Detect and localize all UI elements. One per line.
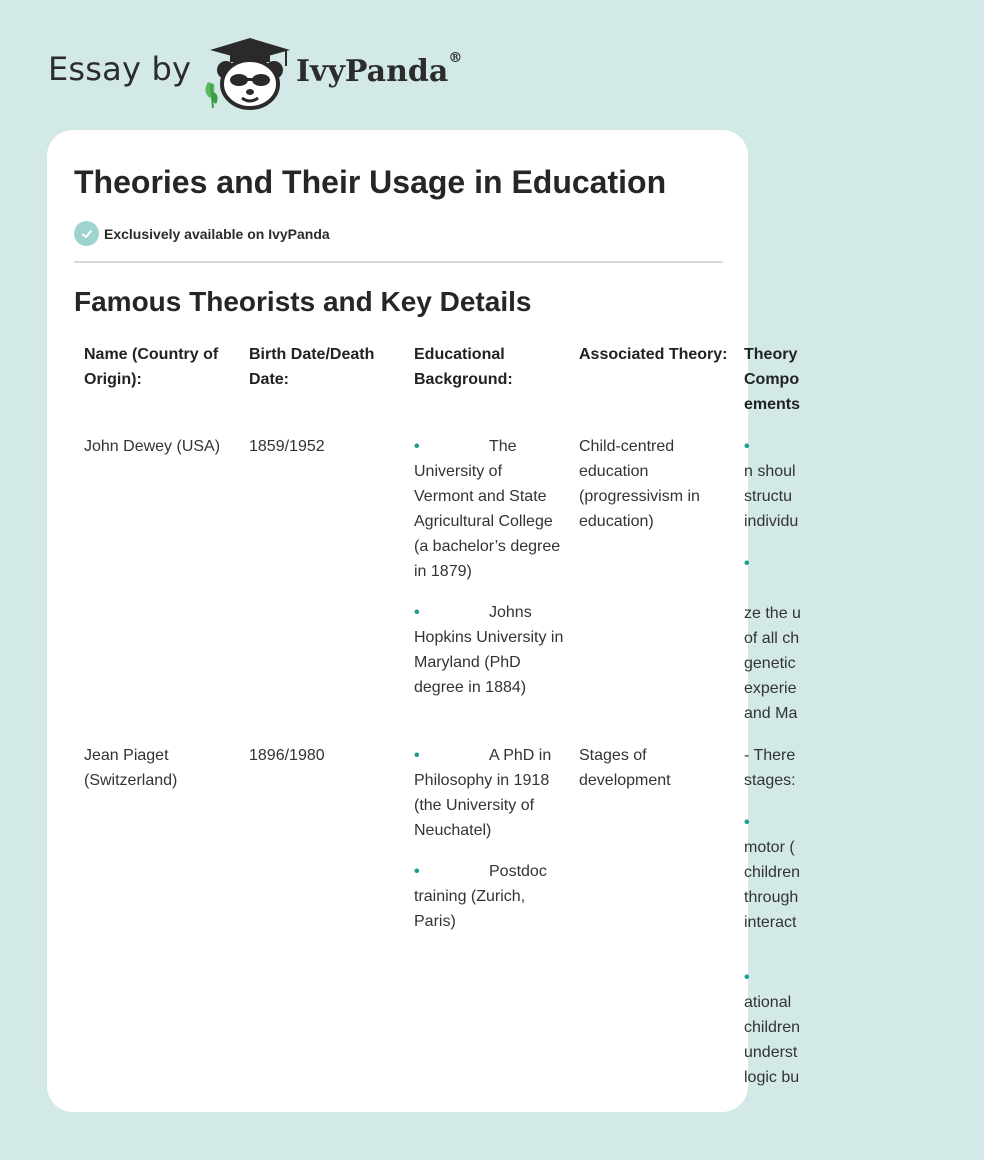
bullet-dot-icon: • — [744, 814, 750, 831]
list-item: ational children underst logic bu — [744, 994, 801, 1086]
table-row — [84, 434, 984, 743]
content-card — [47, 130, 801, 1112]
bullet-dot-icon: • — [414, 438, 420, 455]
table-header-row — [84, 342, 984, 434]
page-title: Theories and Their Usage in Education — [74, 164, 667, 200]
bullet-dot-icon: • — [414, 863, 420, 880]
header-components: Theory Compo ements — [744, 346, 801, 413]
bullet-dot-icon: • — [414, 604, 420, 621]
bullet-dot-icon: • — [744, 438, 750, 455]
cell-theory: Stages of development — [579, 747, 671, 789]
exclusive-badge — [74, 221, 330, 246]
section-title: Famous Theorists and Key Details — [74, 286, 532, 317]
bullet-dot-icon: • — [414, 747, 420, 764]
cell-dates: 1896/1980 — [249, 747, 325, 764]
list-item: ze the u of all ch genetic experie and Ma — [744, 605, 801, 722]
list-item: - There stages: — [744, 747, 796, 789]
header-dates: Birth Date/Death Date: — [249, 346, 375, 388]
cell-name: John Dewey (USA) — [84, 438, 221, 455]
cell-components — [744, 743, 909, 1103]
list-item: • Postdoc training (Zurich, Paris) — [414, 859, 565, 934]
cell-components — [744, 434, 909, 743]
list-item: motor ( children through interact — [744, 839, 801, 931]
bullet-dot-icon: • — [744, 969, 750, 986]
header-theory: Associated Theory: — [579, 346, 728, 363]
theorists-table — [84, 342, 984, 1103]
cell-theory: Child-centred education (progressivism in education) — [579, 438, 700, 530]
cell-education — [414, 434, 579, 743]
badge-text: Exclusively available on IvyPanda — [104, 225, 330, 242]
bullet-dot-icon: • — [744, 555, 750, 572]
divider — [74, 261, 723, 263]
cell-education — [414, 743, 579, 1103]
panda-logo-icon — [200, 34, 294, 110]
brand-name: IvyPanda® — [296, 50, 463, 89]
table-row — [84, 743, 984, 1103]
header-education: Educational Background: — [414, 346, 513, 388]
brand-header — [48, 34, 508, 114]
brand-prefix: Essay by — [48, 50, 192, 88]
cell-name: Jean Piaget (Switzerland) — [84, 747, 178, 789]
cell-dates: 1859/1952 — [249, 438, 325, 455]
header-name: Name (Country of Origin): — [84, 346, 219, 388]
list-item: • Johns Hopkins University in Maryland (PhD degree in 1884) — [414, 600, 565, 700]
list-item: • The University of Vermont and State Agricultural College (a bachelor’s degree in 1879) — [414, 434, 565, 584]
check-circle-icon — [74, 221, 99, 246]
list-item: n shoul structu individu — [744, 463, 799, 530]
list-item: • A PhD in Philosophy in 1918 (the University of Neuchatel) — [414, 743, 565, 843]
